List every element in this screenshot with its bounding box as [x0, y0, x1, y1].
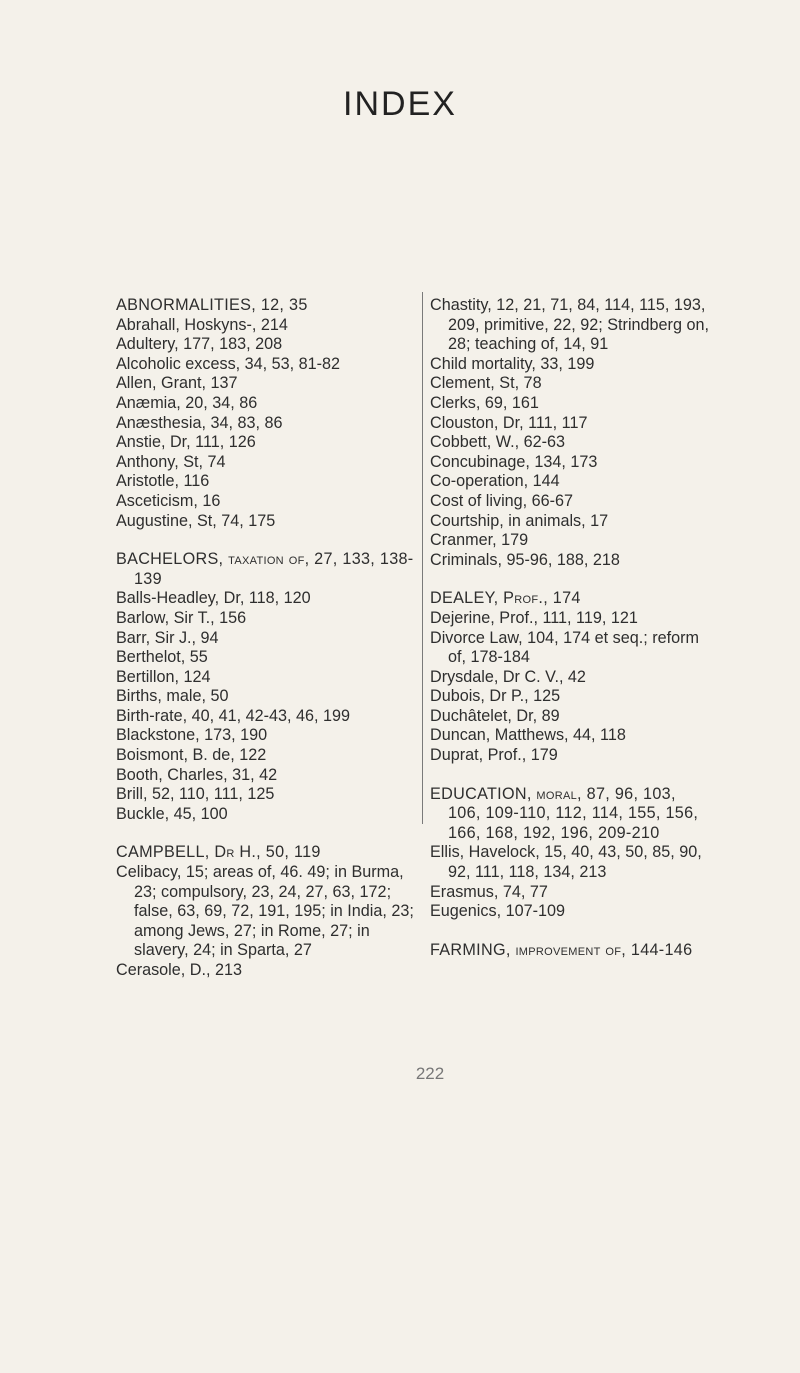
index-group-b — [116, 550, 416, 824]
index-entry: Barlow, Sir T., 156 — [116, 608, 247, 627]
index-entry: Births, male, 50 — [116, 687, 229, 706]
index-entry: Alcoholic excess, 34, 53, 81-82 — [116, 354, 341, 373]
index-entry: Anstie, Dr, 111, 126 — [116, 433, 256, 452]
index-entry: Erasmus, 74, 77 — [430, 882, 548, 901]
index-entry: Bertillon, 124 — [116, 667, 211, 686]
index-entry: ABNORMALITIES, 12, 35 — [116, 296, 308, 314]
index-entry: Duchâtelet, Dr, 89 — [430, 706, 560, 725]
index-entry: Co-operation, 144 — [430, 472, 560, 491]
index-entry: Adultery, 177, 183, 208 — [116, 335, 283, 354]
index-group-c — [116, 843, 416, 980]
index-entry: EDUCATION, moral, 87, 96, 103, 106, 109-110, 112, 114, 155, 156, 166, 168, 192, 196, 209-210 — [430, 784, 699, 842]
index-entry: Barr, Sir J., 94 — [116, 628, 219, 647]
index-entry: Duncan, Matthews, 44, 118 — [430, 726, 626, 745]
index-entry: Anæsthesia, 34, 83, 86 — [116, 413, 283, 432]
index-entry: Clouston, Dr, 111, 117 — [430, 413, 588, 432]
index-entry: Celibacy, 15; areas of, 46. 49; in Burma, 23; compulsory, 23, 24, 27, 63, 172; false, 63, 69, 72, 191, 195; in India, 23; among Jews, 27; in Rome, 27; in slavery, 24; in Sparta, 27 — [116, 863, 414, 960]
index-entry: Balls-Headley, Dr, 118, 120 — [116, 589, 311, 608]
index-entry: Asceticism, 16 — [116, 491, 221, 510]
index-entry: BACHELORS, taxation of, 27, 133, 138-139 — [116, 550, 414, 588]
index-entry: Birth-rate, 40, 41, 42-43, 46, 199 — [116, 706, 350, 725]
page-number: 222 — [415, 1064, 445, 1083]
index-group-f — [430, 941, 712, 961]
index-entry: Augustine, St, 74, 175 — [116, 511, 276, 530]
index-entry: Dubois, Dr P., 125 — [430, 687, 561, 706]
index-entry: Clerks, 69, 161 — [430, 393, 539, 412]
index-entry: Ellis, Havelock, 15, 40, 43, 50, 85, 90, 92, 111, 118, 134, 213 — [430, 843, 702, 882]
index-entry: Brill, 52, 110, 111, 125 — [116, 785, 275, 804]
index-entry: Aristotle, 116 — [116, 472, 210, 491]
index-group-a — [116, 296, 416, 531]
index-entry: Abrahall, Hoskyns-, 214 — [116, 315, 288, 334]
index-entry: Criminals, 95-96, 188, 218 — [430, 550, 620, 569]
index-entry: Boismont, B. de, 122 — [116, 746, 267, 765]
index-entry: Child mortality, 33, 199 — [430, 354, 595, 373]
index-entry: Divorce Law, 104, 174 et seq.; reform of, 178-184 — [430, 628, 700, 667]
index-entry: CAMPBELL, Dr H., 50, 119 — [116, 843, 321, 862]
index-entry: Clement, St, 78 — [430, 374, 542, 393]
index-entry: Booth, Charles, 31, 42 — [116, 765, 278, 784]
index-entry: Buckle, 45, 100 — [116, 804, 228, 823]
index-group-d — [430, 589, 712, 765]
index-entry: Blackstone, 173, 190 — [116, 726, 268, 745]
index-group-e — [430, 785, 712, 922]
index-entry: Anthony, St, 74 — [116, 452, 226, 471]
index-entry: Anæmia, 20, 34, 86 — [116, 393, 258, 412]
index-entry: Eugenics, 107-109 — [430, 902, 565, 921]
index-entry: Allen, Grant, 137 — [116, 374, 238, 393]
page-title: INDEX — [343, 85, 457, 123]
index-group-c-cont — [430, 296, 712, 570]
index-entry: Cerasole, D., 213 — [116, 961, 242, 979]
index-entry: Concubinage, 134, 173 — [430, 452, 598, 471]
index-entry: FARMING, improvement of, 144-146 — [430, 940, 693, 959]
index-column-left — [116, 296, 416, 981]
index-entry: Chastity, 12, 21, 71, 84, 114, 115, 193, 209, primitive, 22, 92; Strindberg on, 28; teaching of, 14, 91 — [430, 296, 709, 354]
index-entry: Cobbett, W., 62-63 — [430, 433, 565, 452]
index-entry: Cost of living, 66-67 — [430, 491, 574, 510]
index-entry: DEALEY, Prof., 174 — [430, 589, 581, 608]
index-entry: Cranmer, 179 — [430, 531, 529, 550]
index-entry: Courtship, in animals, 17 — [430, 511, 609, 530]
index-entry: Berthelot, 55 — [116, 648, 208, 667]
index-entry: Dejerine, Prof., 111, 119, 121 — [430, 608, 638, 627]
index-column-right — [430, 296, 712, 960]
index-entry: Drysdale, Dr C. V., 42 — [430, 667, 586, 686]
column-divider — [422, 292, 423, 824]
index-entry: Duprat, Prof., 179 — [430, 746, 558, 765]
